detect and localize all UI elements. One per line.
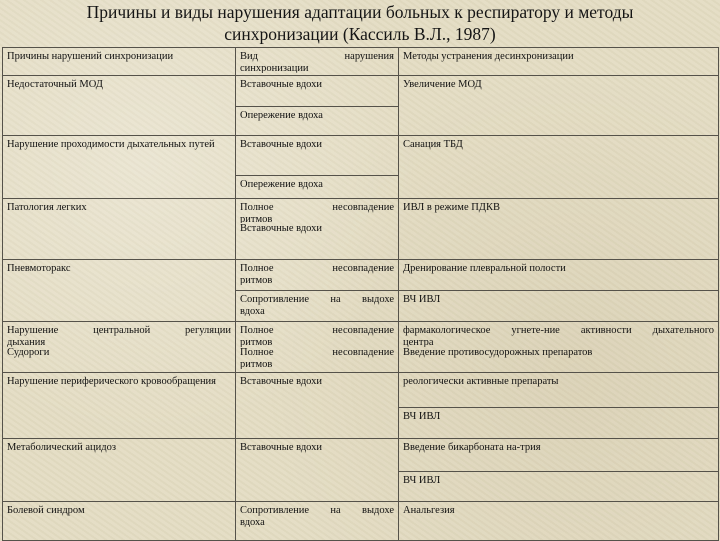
cause-cell: Недостаточный МОД [3,76,236,136]
table-row [3,372,719,408]
cause-cell: Пневмоторакс [3,260,236,322]
cause-cell: Нарушение проходимости дыхательных путей [3,136,236,199]
type-cell: Вставочные вдохи [236,372,399,438]
method-cell: ИВЛ в режиме ПДКВ [399,199,719,260]
cause-cell: Нарушение центральной регуляции дыхания Судороги [3,322,236,372]
method-cell: ВЧ ИВЛ [399,471,719,501]
method-cell: фармакологическое угнете-ние активности дыхательного центра Введение противосудорожных препаратов [399,322,719,372]
cause-cell: Метаболический ацидоз [3,438,236,501]
page-title [0,1,720,45]
header-type: Вид нарушения синхронизации [236,48,399,76]
title-line-1: Причины и виды нарушения адаптации больных к респиратору и методы [86,2,634,22]
table-row [3,136,719,176]
table-row [3,199,719,260]
table-row [3,501,719,540]
type-cell: Сопротивление на выдохе вдоха [236,290,399,322]
type-cell: Полное несовпадение ритмов Вставочные вдохи [236,199,399,260]
type-cell: Вставочные вдохи [236,136,399,176]
table-row [3,322,719,372]
type-cell: Полное несовпадение ритмов Полное несовпадение ритмов [236,322,399,372]
type-cell: Опережение вдоха [236,106,399,135]
method-cell: Анальгезия [399,501,719,540]
table-row [3,260,719,290]
title-line-2: синхронизации (Кассиль В.Л., 1987) [224,24,496,44]
synchronization-table [2,47,719,541]
type-cell: Полное несовпадение ритмов [236,260,399,290]
cause-cell: Патология легких [3,199,236,260]
cause-cell: Болевой синдром [3,501,236,540]
method-cell: реологически активные препараты [399,372,719,408]
table-row [3,438,719,471]
type-cell: Вставочные вдохи [236,76,399,106]
method-cell: Дренирование плевральной полости [399,260,719,290]
cause-cell: Нарушение периферического кровообращения [3,372,236,438]
method-cell: Санация ТБД [399,136,719,199]
type-cell: Опережение вдоха [236,176,399,199]
table-row [3,76,719,106]
type-cell: Вставочные вдохи [236,438,399,501]
type-cell: Сопротивление на выдохе вдоха [236,501,399,540]
method-cell: Увеличение МОД [399,76,719,136]
header-cause: Причины нарушений синхронизации [3,48,236,76]
method-cell: ВЧ ИВЛ [399,290,719,322]
header-method: Методы устранения десинхронизации [399,48,719,76]
header-row [3,48,719,76]
method-cell: Введение бикарбоната на-трия [399,438,719,471]
method-cell: ВЧ ИВЛ [399,408,719,438]
